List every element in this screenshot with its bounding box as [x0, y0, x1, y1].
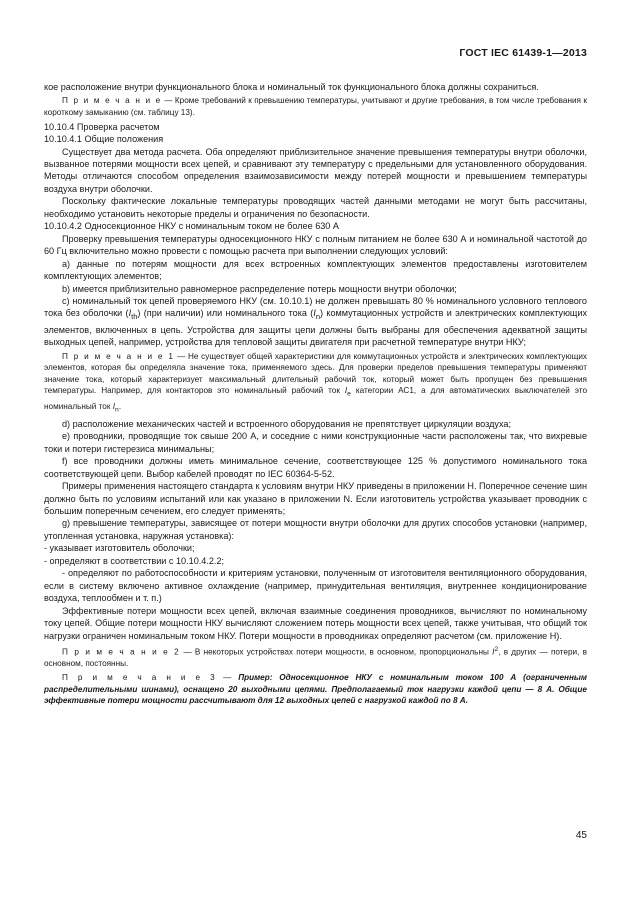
subscript: th — [131, 312, 138, 322]
list-item: а) данные по потерям мощности для всех встроенных комплектующих элементов предоставлены изготовителем комплектующих элементов; — [44, 258, 587, 282]
superscript: 2 — [494, 646, 499, 654]
subscript: n — [315, 312, 321, 322]
section-heading: 10.10.4 Проверка расчетом — [44, 121, 160, 132]
list-item: g) превышение температуры, зависящее от потери мощности внутри оболочки для других способов установки (например, утопленная установка, наружная установка): — [44, 518, 587, 541]
text-run: — — [216, 672, 239, 682]
symbol: I — [313, 308, 316, 319]
note — [44, 95, 587, 118]
note-text: — В некоторых устройствах потери мощности, в основном, пропорциональны — [180, 647, 493, 657]
paragraph: Эффективные потери мощности всех цепей, включая взаимные соединения проводников, вычисляют по номинальному току цепей. Общие потери мощности НКУ вычисляют сложением потерь мощности всех цепей, также учитывая, что общий ток нагрузки ограничен номинальным током НКУ. Потери мощности в проводниках определяют расчетом (см. приложение Н). — [44, 605, 587, 641]
paragraph: Примеры применения настоящего стандарта к условиям внутри НКУ приведены в приложении Н. Поперечное сечение шин должно быть по условиям испытаний или как указано в приложении N. Если изготовитель устройства указывает проводник с большим поперечным сечением, его следует применять; — [44, 481, 587, 517]
subscript: e — [347, 391, 351, 399]
list-item: b) имеется приблизительно равномерное распределение потерь мощности внутри оболочки; — [62, 283, 457, 294]
list-item — [44, 295, 587, 349]
subscript: n — [115, 406, 119, 414]
document-body — [44, 81, 587, 709]
note — [44, 351, 587, 416]
symbol: I — [128, 308, 132, 319]
standard-header: ГОСТ IEC 61439-1—2013 — [459, 47, 587, 59]
note-text: — Не существует общей характеристики для коммутационных устройств и электрических комплектующих элементов, которая бы определяла значение тока, применяемого здесь. Для проверки пределов превышения температуры применяют значение тока, который характеризует максимальный длительный рабочий ток, который может быть пропущен без превышения температуры. Например, для контакторов это номинальный рабочий ток — [44, 351, 587, 396]
note-label: П р и м е ч а н и е 3 — [62, 672, 217, 682]
section-heading: 10.10.4.2 Односекционное НКУ с номинальным током не более 630 А — [44, 221, 339, 232]
section-heading: 10.10.4.1 Общие положения — [44, 134, 164, 145]
symbol: I — [112, 401, 115, 411]
list-item: е) проводники, проводящие ток свыше 200 А, и соседние с ними конструкционные части расположены так, что вихревые токи и потери гистерезиса минимальны; — [44, 431, 587, 454]
symbol: I — [492, 647, 495, 657]
text-run: категории АС1, а для автоматических выключателей это номинальный ток — [44, 386, 587, 411]
paragraph: Проверку превышения температуры односекционного НКУ с полным питанием не более 630 А и номинальной частотой до 60 Гц включительно можно провести с помощью расчета при выполнении следующих условий: — [44, 233, 587, 257]
example-text: Пример: Односекционное НКУ с номинальным током 100 А (ограниченным распределительными шинами), оснащено 20 выходными цепями. Предполагаемый ток нагрузки каждой цепи — 8 А. Общие эффективные потери мощности рассчитывают для 12 выходных цепей с нагрузкой каждой по 8 А. — [44, 672, 587, 706]
text-run: . — [118, 401, 122, 411]
text-run: ) (при наличии) или номинального тока ( — [137, 308, 314, 319]
text-run: , в других — потери, в основном, постоянны. — [44, 647, 587, 669]
paragraph: кое расположение внутри функционального блока и номинальный ток функционального блока должны сохраниться. — [44, 82, 539, 92]
dash-item: - определяют по работоспособности и критериям установки, полученным от изготовителя вентиляционного оборудования, если в систему включено активное охлаждение (например, принудительная вентиляция, внутреннее кондиционирование воздуха, теплообмен и т. п.) — [44, 568, 587, 604]
paragraph: Поскольку фактические локальные температуры проводящих частей данными методами не могут быть рассчитаны, необходимо установить некоторые пределы и ограничения по безопасности. — [44, 196, 587, 219]
note — [44, 672, 587, 707]
note-text: — Кроме требований к превышению температуры, учитывают и другие требования, в том числе требования к короткому замыканию (см. таблицу 13). — [44, 96, 587, 118]
list-item: d) расположение механических частей и встроенного оборудования не препятствует циркуляции воздуха; — [62, 418, 511, 429]
text-run: с) номинальный ток цепей проверяемого НКУ (см. 10.10.1) не должен превышать 80 % номинального условного теплового тока без оболочки ( — [44, 295, 587, 319]
note-label: П р и м е ч а н и е — [62, 96, 162, 106]
note — [44, 644, 587, 670]
paragraph: Существует два метода расчета. Оба определяют приблизительное значение превышения температуры внутри оболочки, вызванное потерями мощности всех цепей, и сравнивают эту температуру с предельными для установленного оборудования. Методы отличаются способом определения взаимозависимости между потерей мощности и превышением температуры воздуха внутри оболочки. — [44, 146, 587, 194]
dash-item: - указывает изготовитель оболочки; — [44, 543, 195, 554]
note-label: П р и м е ч а н и е 2 — [62, 647, 181, 657]
list-item: f) все проводники должны иметь минимальное сечение, соответствующее 125 % допустимого номинального тока соответствующей цепи. Выбор кабелей проводят по IEC 60364-5-52. — [44, 456, 587, 479]
text-run: ) коммутационных устройств и электрических комплектующих элементов, включенных в цепь. Устройства для защиты цепи должны быть выбраны для обеспечения адекватной защиты выходных цепей, например, устройства для тепловой защиты двигателя при расчетной температуре внутри НКУ; — [44, 308, 587, 348]
symbol: I — [344, 386, 348, 396]
dash-item: - определяют в соответствии с 10.10.4.2.2; — [44, 555, 225, 566]
page-number: 45 — [575, 830, 587, 841]
note-label: П р и м е ч а н и е 1 — [62, 351, 175, 361]
